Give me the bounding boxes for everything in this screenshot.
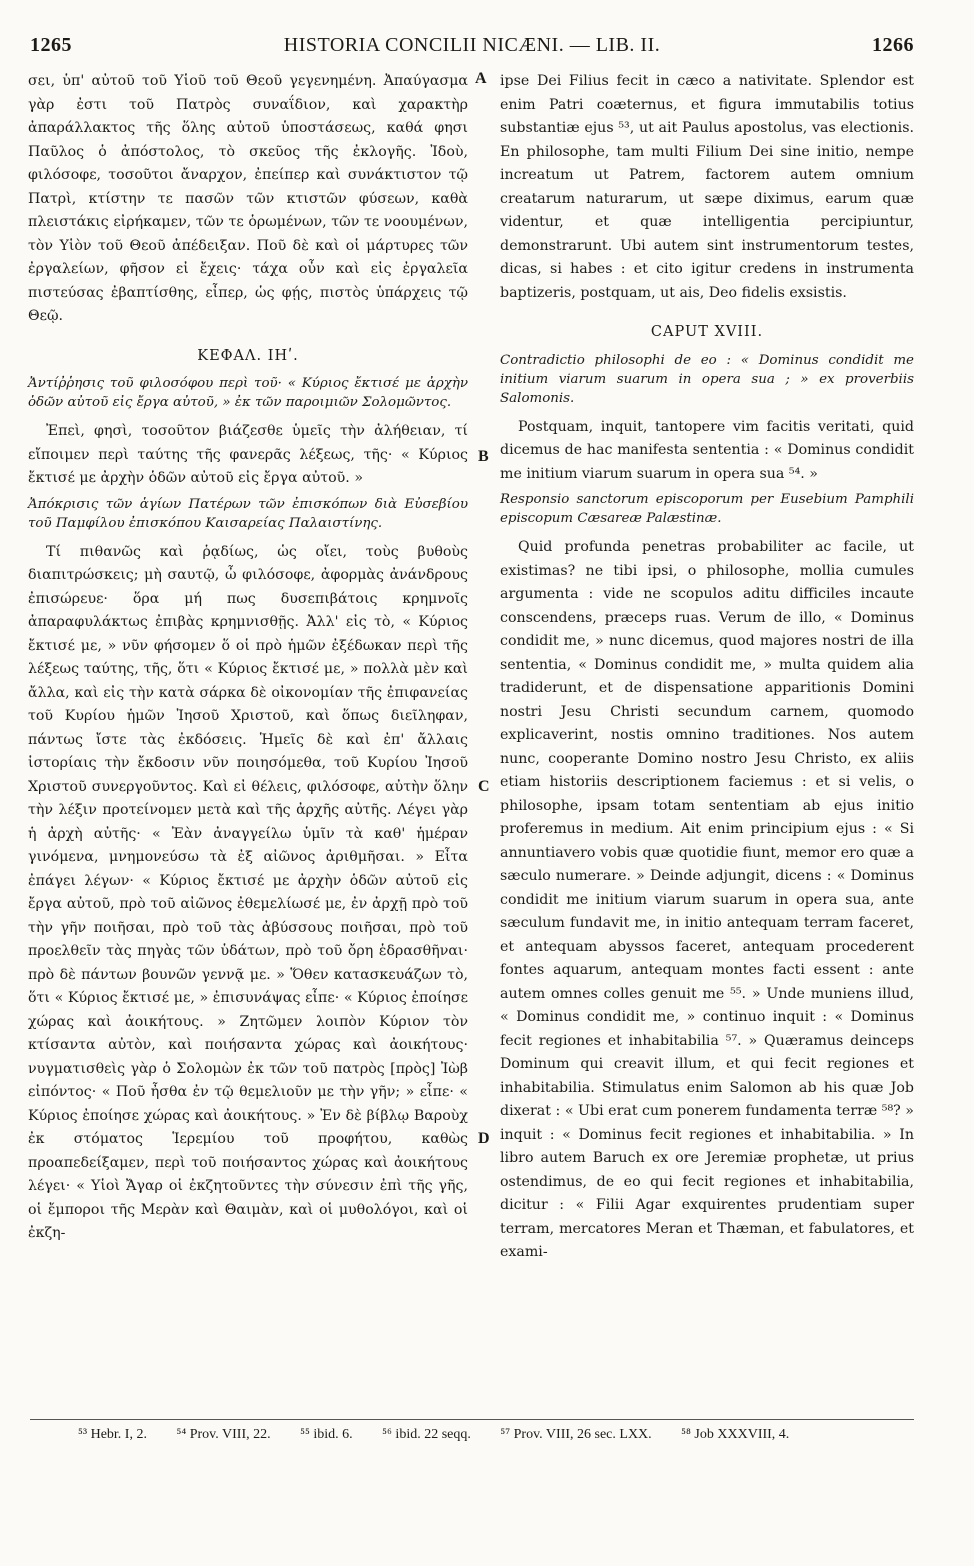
latin-response-heading: Responsio sanctorum episcoporum per Eusebium Pamphili episcopum Cæsareæ Palæstinæ. [500,492,914,526]
latin-intro-paragraph: ipse Dei Filius fecit in cæco a nativitate. Splendor est enim Patri coæternus, et figura immutabilis totius substantiæ ejus ⁵³, ut ait Paulus apostolus, vas electionis. En philosophe, tam multi Filium Dei sine initio, nempe increatum ut Patrem, factorem autem omnium creatarum naturarum, ut sæpe diximus, earum quæ videntur, et quæ intelligentia percipiuntur, demonstrarunt. Ubi autem sint instrumentorum testes, dicas, si habes : et cito igitur credens in instrumenta baptizeris, postquam, ut ais, Deo fidelis exsistis. [500,73,914,301]
margin-marker-d: D [478,1130,490,1147]
footnote: ⁵³ Hebr. I, 2. [78,1427,147,1442]
latin-chapter-summary: Contradictio philosophi de eo : « Dominus condidit me initium viarum suarum in opera sua ; » ex proverbiis Salomonis. [500,352,914,406]
footnote-rule [30,1419,914,1420]
footnote: ⁵⁸ Job XXXVIII, 4. [681,1427,790,1442]
latin-response-paragraph: Quid profunda penetras probabiliter ac facile, ut existimas? ne tibi ipsi, o philosophe, mollia cumules argumenta : vide ne scopulos aditu difficiles incaute conscendens, præceps ruas. Verum de illo, « Dominus condidit me, » nunc dicemus, quod majores nostri de illa sententia, « Dominus condidit me, » multa quidem alia tradiderunt, et de dispensatione apparitionis Domini nostri Jesu Christi secundum carnem, quomodo explicaverint, nostis omnino traditiones. Nos autem nunc, cooperante Domino nostro Jesu Christo, ex aliis etiam historiis descriptionem faciemus : et si velis, o philosophe, ipsam totam sententiam ab ejus initio proferemus in medium. Ait enim principium ejus : « Si annuntiavero vobis quæ quotidie fiunt, memor ero quæ a sæculo numerare. » Deinde adjungit, dicens : « Dominus condidit me initium viarum suarum in opera sua, ante sæculum fundavit me, in initio antequam terram faceret, et antequam abyssos faceret, antequam procederent fontes aquarum, antequam montes facti essent : ante autem omnes colles genuit me ⁵⁵. » Unde muniens illud, « Dominus condidit me, » continuo inquit : « Dominus fecit regiones et inhabitabilia ⁵⁷. » Quæramus deinceps Dominum qui creavit illum, et qui fecit regiones et inhabitabilia. Stimulatus enim Salomon ab his quæ Job dixerat : « Ubi erat cum ponerem fundamenta terræ ⁵⁸? » inquit : « Dominus fecit regiones et inhabitabilia. » In libro autem Baruch ex ore Jeremiæ prophetæ, ut prius ostendimus, de eo qui fecit regiones et inhabitabilia, dicitur : « Filii Agar exquirentes prudentiam super terram, mercatores Meran et Thæman, et fabulatores, et exami- [500,539,914,1260]
footnote: ⁵⁵ ibid. 6. [300,1427,353,1442]
greek-column [28,70,468,1246]
margin-marker-c: C [478,778,490,795]
greek-chapter-summary: Ἀντίῤῥησις τοῦ φιλοσόφου περὶ τοῦ· « Κύριος ἔκτισέ με ἀρχὴν ὁδῶν αὐτοῦ εἰς ἔργα αὐτοῦ, » ἐκ τῶν παροιμιῶν Σολομῶντος. [28,376,468,410]
footnote: ⁵⁴ Prov. VIII, 22. [176,1427,271,1442]
margin-marker-a: A [475,70,487,87]
page-number-right: 1266 [872,34,914,56]
page-header [30,34,914,64]
greek-chapter-heading: ΚΕΦΑΛ. ΙΗʹ. [197,347,299,364]
footnote: ⁵⁷ Prov. VIII, 26 sec. LXX. [500,1427,652,1442]
page-number-left: 1265 [30,34,72,56]
latin-objection-paragraph: Postquam, inquit, tantopere vim facitis veritati, quid dicemus de hac manifesta sententia : « Dominus condidit me initium viarum suarum in opera sua ⁵⁴. » [500,418,914,482]
greek-response-heading: Ἀπόκρισις τῶν ἁγίων Πατέρων τῶν ἐπισκόπων διὰ Εὐσεβίου τοῦ Παμφίλου ἐπισκόπου Καισαρείας Παλαιστίνης. [28,496,468,531]
footnotes [78,1424,914,1446]
margin-marker-b: B [478,448,489,465]
latin-column [500,70,914,1265]
footnote: ⁵⁶ ibid. 22 seqq. [382,1427,471,1442]
latin-chapter-heading: CAPUT XVIII. [650,324,764,340]
greek-response-paragraph: Τί πιθανῶς καὶ ῥᾳδίως, ὡς οἴει, τοὺς βυθοὺς διαπιτρώσκεις; μὴ σαυτῷ, ὦ φιλόσοφε, ἀφορμὰς ἀνάνδρους ἐπισώρευε· ὅρα μή πως δυσεπιβάτοις κρημνοῖς ἀπαραφυλάκτως ἐπιβὰς κρημνισθῇς. Ἀλλ' εἰς τὸ, « Κύριος ἔκτισέ με, » νῦν φήσομεν ὅ οἱ πρὸ ἡμῶν ἐξέδωκαν περὶ τῆς λέξεως ταύτης, τῆς, ὅτι « Κύριος ἔκτισέ με, » πολλὰ μὲν καὶ ἄλλα, καὶ εἰς τὴν κατὰ σάρκα δὲ οἰκονομίαν τῆς ἐπιφανείας τοῦ Κυρίου ἡμῶν Ἰησοῦ Χριστοῦ, καὶ ὅπως διεῖληφαν, πάντως ἴστε τὰς ἐκδόσεις. Ἡμεῖς δὲ καὶ ἐπ' ἄλλαις ἱστορίαις τὴν ἔκδοσιν νῦν ποιησόμεθα, τοῦ Κυρίου Ἰησοῦ Χριστοῦ συνεργοῦντος. Καὶ εἰ θέλεις, φιλόσοφε, αὐτὴν ὅλην τὴν λέξιν προτείνομεν μετὰ καὶ τῆς ἀρχῆς αὐτῆς. Λέγει γὰρ ἡ ἀρχὴ αὐτῆς· « Ἐὰν ἀναγγείλω ὑμῖν τὰ καθ' ἡμέραν γινόμενα, μνημονεύσω τὰ ἐξ αἰῶνος ἀριθμῆσαι. » Εἶτα ἐπάγει λέγων· « Κύριος ἔκτισέ με ἀρχὴν ὁδῶν αὐτοῦ εἰς ἔργα αὐτοῦ, πρὸ τοῦ αἰῶνος ἐθεμελίωσέ με, ἐν ἀρχῇ πρὸ τοῦ τὴν γῆν ποιῆσαι, πρὸ τοῦ τὰς ἀβύσσους ποιῆσαι, πρὸ τοῦ προελθεῖν τὰς πηγὰς τῶν ὑδάτων, πρὸ τοῦ ὄρη ἑδρασθῆναι· πρὸ δὲ πάντων βουνῶν γεννᾷ με. » Ὅθεν κατασκευάζων τὸ, ὅτι « Κύριος ἔκτισέ με, » ἐπισυνάψας εἶπε· « Κύριος ἐποίησε χώρας καὶ ἀοικήτους. » Ζητῶμεν λοιπὸν Κύριον τὸν κτίσαντα αὐτὸν, καὶ ποιήσαντα χώρας καὶ ἀοικήτους· νυγματισθεὶς γὰρ ὁ Σολομὼν ἐκ τῶν τοῦ πατρὸς [πρὸς] Ἰὼβ εἰπόντος· « Ποῦ ἦσθα ἐν τῷ θεμελιοῦν με τὴν γῆν; » εἶπε· « Κύριος ἐποίησε χώρας καὶ ἀοικήτους. » Ἐν δὲ βίβλῳ Βαροὺχ ἐκ στόματος Ἱερεμίου τοῦ προφήτου, καθὼς προαπεδείξαμεν, περὶ τοῦ ποιήσαντος χώρας καὶ ἀοικήτους λέγει· « Υἱοὶ Ἄγαρ οἱ ἐκζητοῦντες τὴν σύνεσιν ἐπὶ τῆς γῆς, οἱ ἔμποροι τῆς Μερὰν καὶ Θαιμὰν, καὶ οἱ μυθολόγοι, καὶ οἱ ἐκζη- [28,543,468,1241]
running-title: HISTORIA CONCILII NICÆNI. — LIB. II. [283,34,661,56]
greek-intro-paragraph: σει, ὑπ' αὐτοῦ τοῦ Υἱοῦ τοῦ Θεοῦ γεγενημένη. Ἀπαύγασμα γὰρ ἐστι τοῦ Πατρὸς συναΐδιον, καὶ χαρακτὴρ ἀπαράλλακτος τῆς ὅλης αὐτοῦ ὑποστάσεως, καθά φησι Παῦλος ὁ ἀπόστολος, τὸ σκεῦος τῆς ἐκλογῆς. Ἰδοὺ, φιλόσοφε, τοσοῦτοι ἄναρχον, ἐπείπερ καὶ συνάκτιστον τῷ Πατρὶ, κτίστην τε πασῶν τῶν κτιστῶν φύσεων, καθὰ πλειστάκις εἰρήκαμεν, τῶν τε ὁρωμένων, τῶν τε νοουμένων, τὸν Υἱὸν τοῦ Θεοῦ ἀπέδειξαν. Ποῦ δὲ καὶ οἱ μάρτυρες τῶν ἐργαλείων, φῆσον εἰ ἔχεις· τάχα οὖν καὶ εἰς ἐργαλεῖα πιστεύσας ἐβαπτίσθης, εἶπερ, ὡς φῄς, πιστὸς ὑπάρχεις τῷ Θεῷ. [28,73,468,324]
greek-objection-paragraph: Ἐπεὶ, φησὶ, τοσοῦτον βιάζεσθε ὑμεῖς τὴν ἀλήθειαν, τί εἴποιμεν περὶ ταύτης τῆς φανερᾶς λέξεως, τῆς· « Κύριος ἔκτισέ με ἀρχὴν ὁδῶν αὐτοῦ εἰς ἔργα αὐτοῦ. » [28,423,468,486]
